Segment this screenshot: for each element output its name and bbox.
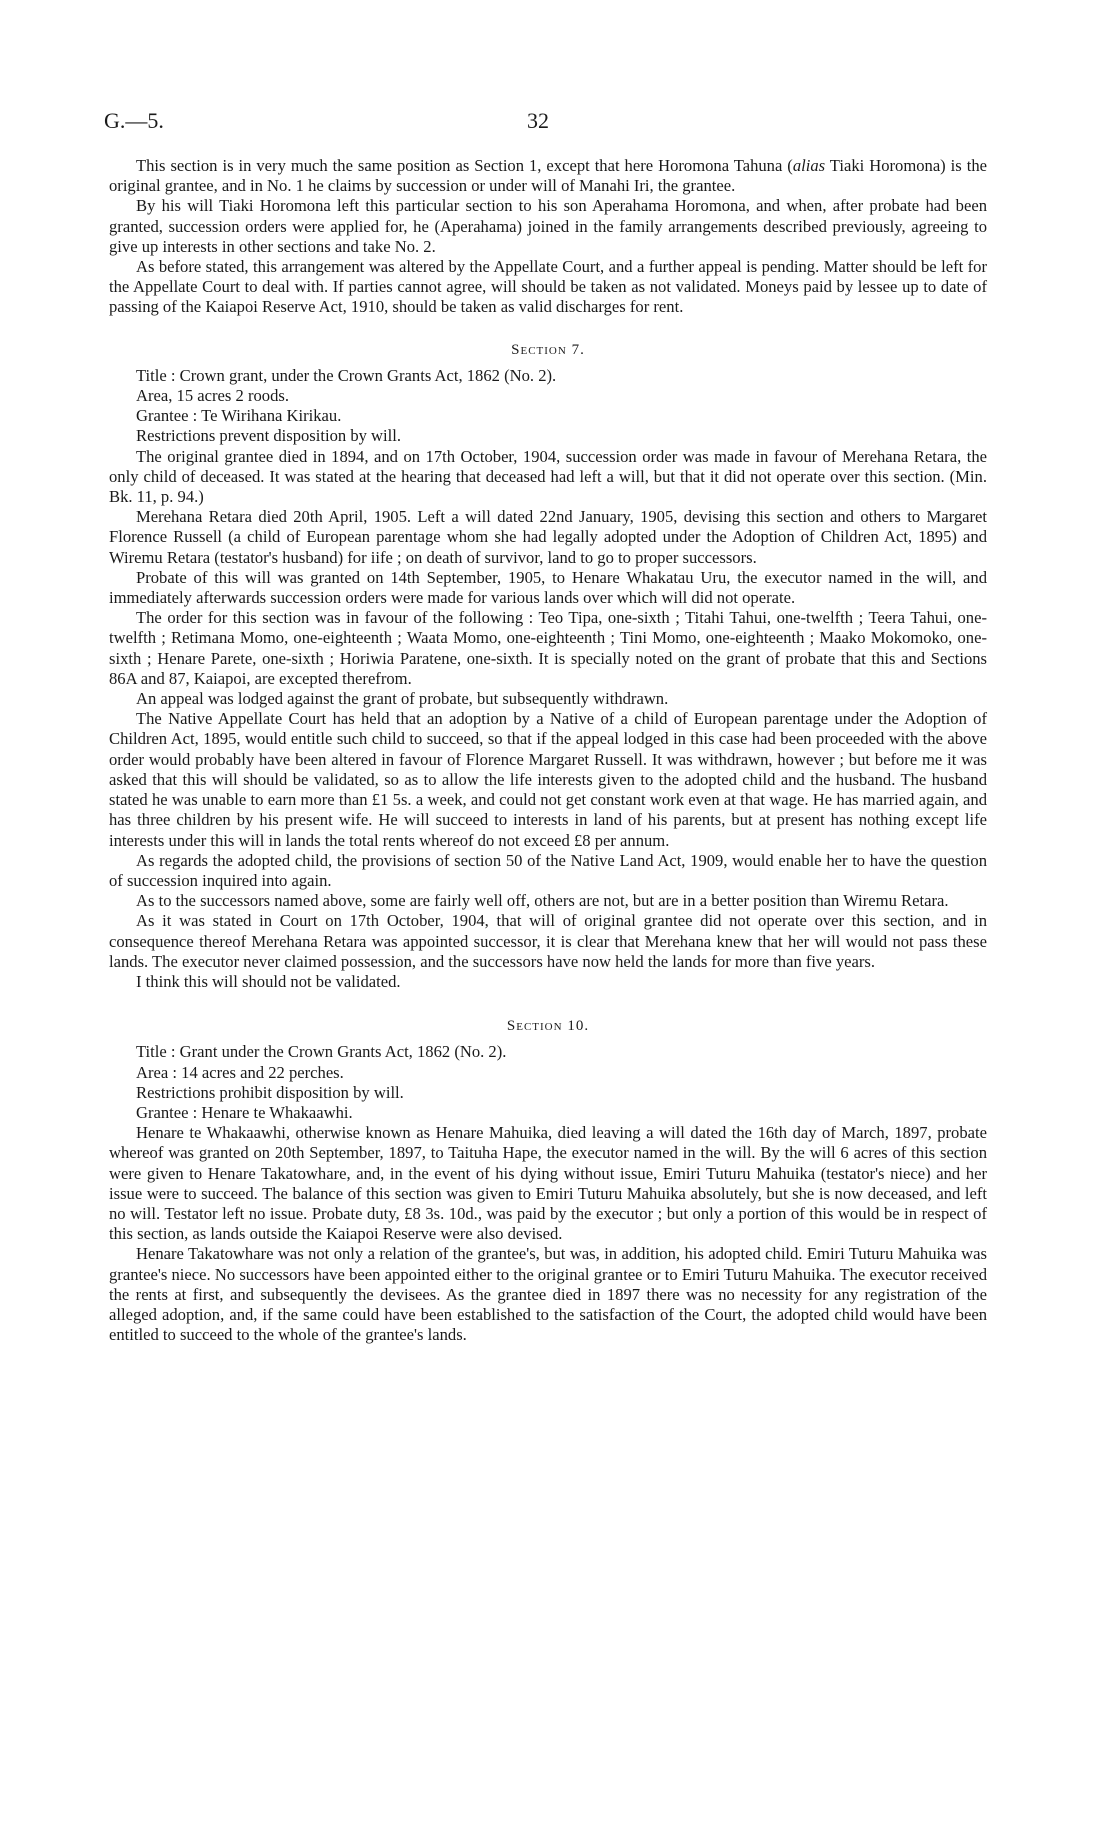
document-body: [109, 156, 987, 1345]
section-7-paragraph: The Native Appellate Court has held that an adoption by a Native of a child of European parentage under the Adoption of Children Act, 1895, would entitle such child to succeed, so that if the appeal lodged in this case had been proceeded with the above order would probably have been altered in favour of Florence Margaret Russell. It was withdrawn, however ; but before me it was asked that this will should be validated, so as to allow the life interests given to the adopted child and the husband. The husband stated he was unable to earn more than £1 5s. a week, and could not get constant work even at that wage. He has married again, and has three children by his present wife. He will succeed to interests in land of his parents, but at present has nothing except life interests under this will in lands the total rents whereof do not exceed £8 per annum.: [109, 709, 987, 850]
section-10-restrictions: Restrictions prohibit disposition by will.: [136, 1082, 404, 1102]
document-reference: G.—5.: [104, 108, 164, 133]
section-7-paragraph: As it was stated in Court on 17th October, 1904, that will of original grantee did not operate over this section, and in consequence thereof Merehana Retara was appointed successor, it is clear that Merehana knew that her will would not pass these lands. The executor never claimed possession, and the successors have now held the lands for more than five years.: [109, 911, 987, 971]
section-7-paragraph: As regards the adopted child, the provisions of section 50 of the Native Land Act, 1909, would enable her to have the question of succession inquired into again.: [109, 850, 987, 890]
section-7-heading: Section 7.: [511, 341, 585, 358]
section-7-paragraph: Merehana Retara died 20th April, 1905. Left a will dated 22nd January, 1905, devising this section and others to Margaret Florence Russell (a child of European parentage whom she had legally adopted under the Adoption of Children Act, 1895) and Wiremu Retara (testator's husband) for iife ; on death of survivor, land to go to proper successors.: [109, 507, 987, 567]
section-7-restrictions: Restrictions prevent disposition by will.: [136, 426, 402, 446]
section-7-paragraph: The order for this section was in favour of the following : Teo Tipa, one-sixth ; Titahi Tahui, one-twelfth ; Teera Tahui, one-twelfth ; Retimana Momo, one-eighteenth ; Waata Momo, one-eighteenth ; Tini Momo, one-eighteenth ; Maako Mokomoko, one-sixth ; Henare Parete, one-sixth ; Horiwia Paratene, one-sixth. It is specially noted on the grant of probate that this and Sections 86A and 87, Kaiapoi, are excepted therefrom.: [109, 608, 987, 688]
intro-paragraph-2: By his will Tiaki Horomona left this particular section to his son Aperahama Horomona, and when, after probate had been granted, succession orders were applied for, he (Aperahama) joined in the family arrangements described previously, agreeing to give up interests in other sections and take No. 2.: [109, 196, 987, 256]
section-7-paragraph: Probate of this will was granted on 14th September, 1905, to Henare Whakatau Uru, the executor named in the will, and immediately afterwards succession orders were made for various lands over which will did not operate.: [109, 567, 987, 608]
page-number: 32: [527, 108, 549, 133]
section-10-heading: Section 10.: [506, 1018, 590, 1035]
section-7-paragraph: The original grantee died in 1894, and on 17th October, 1904, succession order was made in favour of Merehana Retara, the only child of deceased. It was stated at the hearing that deceased had left a will, but that it did not operate over this section. (Min. Bk. 11, p. 94.): [109, 446, 987, 507]
section-10-grantee: Grantee : Henare te Whakaawhi.: [136, 1102, 353, 1122]
section-10-paragraph: Henare Takatowhare was not only a relation of the grantee's, but was, in addition, his adopted child. Emiri Tuturu Mahuika was grantee's niece. No successors have been appointed either to the original grantee or to Emiri Tuturu Mahuika. The executor received the rents at first, and subsequently the devisees. As the grantee died in 1897 there was no necessity for any registration of the alleged adoption, and, if the same could have been established to the satisfaction of the Court, the adopted child would have been entitled to succeed to the whole of the grantee's lands.: [109, 1244, 987, 1345]
section-7-area: Area, 15 acres 2 roods.: [136, 386, 289, 406]
section-7-paragraph: I think this will should not be validated.: [136, 971, 401, 991]
intro-paragraph-1: This section is in very much the same position as Section 1, except that here Horomona Tahuna (alias Tiaki Horomona) is the original grantee, and in No. 1 he claims by succession or under will of Manahi Iri, the grantee.: [109, 156, 987, 196]
intro-paragraph-3: As before stated, this arrangement was altered by the Appellate Court, and a further appeal is pending. Matter should be left for the Appellate Court to deal with. If parties cannot agree, will should be taken as not validated. Moneys paid by lessee up to date of passing of the Kaiapoi Reserve Act, 1910, should be taken as valid discharges for rent.: [109, 257, 987, 317]
section-7-title: Title : Crown grant, under the Crown Grants Act, 1862 (No. 2).: [136, 365, 557, 385]
section-10-title: Title : Grant under the Crown Grants Act, 1862 (No. 2).: [136, 1042, 507, 1062]
section-10-paragraph: Henare te Whakaawhi, otherwise known as Henare Mahuika, died leaving a will dated the 16th day of March, 1897, probate whereof was granted on 20th September, 1897, to Taituha Hape, the executor named in the will. By the will 6 acres of this section were given to Henare Takatowhare, and, in the event of his dying without issue, Emiri Tuturu Mahuika (testator's niece) and her issue were to succeed. The balance of this section was given to Emiri Tuturu Mahuika absolutely, but she is now deceased, and left no will. Testator left no issue. Probate duty, £8 3s. 10d., was paid by the executor ; but only a portion of this would be in respect of this section, as lands outside the Kaiapoi Reserve were also devised.: [109, 1123, 987, 1244]
section-10-area: Area : 14 acres and 22 perches.: [136, 1062, 344, 1082]
section-7-paragraph: As to the successors named above, some are fairly well off, others are not, but are in a better position than Wiremu Retara.: [136, 891, 949, 911]
section-7-paragraph: An appeal was lodged against the grant of probate, but subsequently withdrawn.: [136, 689, 669, 709]
section-7-grantee: Grantee : Te Wirihana Kirikau.: [136, 406, 342, 426]
